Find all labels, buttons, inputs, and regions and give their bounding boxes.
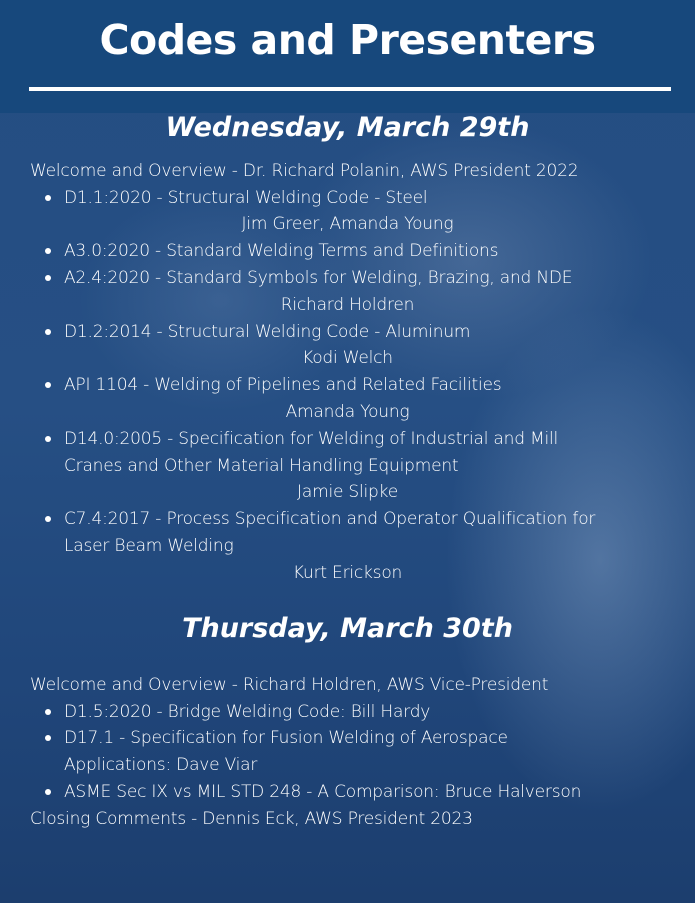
session-presenter: Jim Greer, Amanda Young (241, 214, 454, 234)
session-title: D1.5:2020 - Bridge Welding Code: Bill Hardy (64, 702, 431, 722)
bullet-icon (45, 436, 51, 442)
session-title: C7.4:2017 - Process Specification and Operator Qualification for (64, 509, 596, 529)
bullet-icon (45, 195, 51, 201)
session-title-continued: Applications: Dave Viar (64, 755, 258, 775)
session-title-continued: Laser Beam Welding (64, 536, 234, 556)
session-presenter: Kodi Welch (302, 348, 393, 368)
bullet-icon (45, 382, 51, 388)
day2-heading: Thursday, March 30th (182, 613, 513, 644)
session-title: ASME Sec IX vs MIL STD 248 - A Comparison: Bruce Halverson (64, 782, 582, 802)
session-title: D14.0:2005 - Specification for Welding of Industrial and Mill (64, 429, 559, 449)
bullet-icon (45, 735, 51, 741)
session-title: A2.4:2020 - Standard Symbols for Welding, Brazing, and NDE (64, 268, 573, 288)
session-presenter: Kurt Erickson (292, 563, 403, 583)
session-title-continued: Cranes and Other Material Handling Equipment (64, 456, 459, 476)
session-title: D1.2:2014 - Structural Welding Code - Aluminum (64, 322, 471, 342)
bullet-icon (45, 516, 51, 522)
session-presenter: Richard Holdren (280, 295, 415, 315)
day2-closing: Closing Comments - Dennis Eck, AWS President 2023 (30, 809, 473, 829)
day1-welcome: Welcome and Overview - Dr. Richard Polanin, AWS President 2022 (30, 161, 579, 181)
bullet-icon (45, 248, 51, 254)
session-title: D1.1:2020 - Structural Welding Code - Steel (64, 188, 428, 208)
bullet-icon (45, 275, 51, 281)
header-banner (0, 0, 695, 113)
bullet-icon (45, 789, 51, 795)
session-presenter: Jamie Slipke (297, 482, 398, 502)
bullet-icon (45, 329, 51, 335)
page-title: Codes and Presenters (99, 16, 596, 64)
day1-heading: Wednesday, March 29th (165, 112, 530, 143)
session-presenter: Amanda Young (285, 402, 410, 422)
session-title: API 1104 - Welding of Pipelines and Related Facilities (64, 375, 502, 395)
session-title: A3.0:2020 - Standard Welding Terms and Definitions (64, 241, 499, 261)
bullet-icon (45, 709, 51, 715)
header-divider (29, 87, 671, 91)
day2-welcome: Welcome and Overview - Richard Holdren, AWS Vice-President (30, 675, 549, 695)
session-title: D17.1 - Specification for Fusion Welding of Aerospace (64, 728, 508, 748)
